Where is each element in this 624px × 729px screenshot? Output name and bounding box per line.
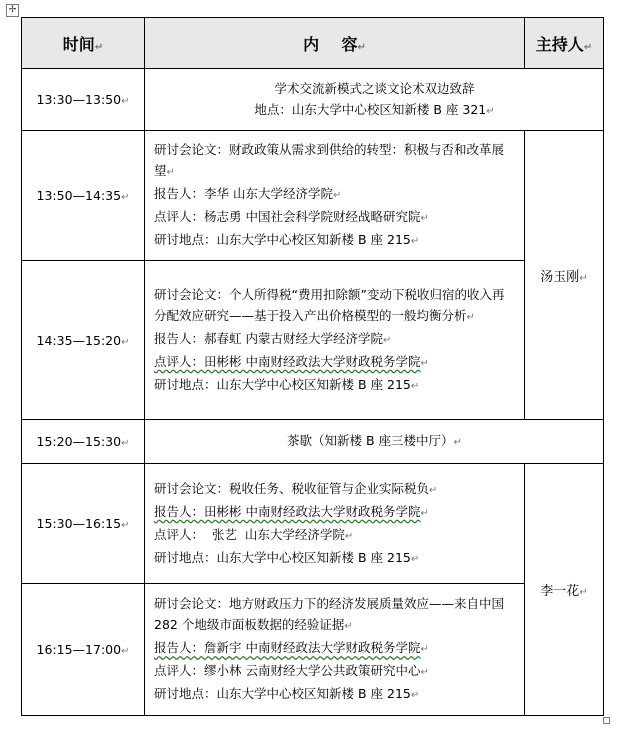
presenter: 报告人：李华 山东大学经济学院↵ (154, 186, 342, 201)
table-row (22, 69, 604, 131)
opening-location: 地点：山东大学中心校区知新楼 B 座 321↵ (254, 101, 495, 117)
presenter: 报告人：郝春虹 内蒙古财经大学经济学院↵ (154, 330, 392, 346)
venue: 研讨地点：山东大学中心校区知新楼 B 座 215↵ (154, 549, 420, 565)
opening-title: 学术交流新模式之谈文论术双边致辞 (274, 80, 475, 96)
schedule-table (21, 17, 604, 716)
host-cell: 汤玉刚↵ (525, 131, 604, 420)
time-cell: 14:35—15:20↵ (22, 261, 145, 420)
discussant: 点评人：杨志勇 中国社会科学院财经战略研究院↵ (154, 209, 429, 224)
content-cell (145, 584, 525, 716)
table-row (22, 464, 604, 584)
venue: 研讨地点：山东大学中心校区知新楼 B 座 215↵ (154, 376, 420, 392)
paper-title: 研讨会论文：个人所得税“费用扣除额”变动下税收归宿的收入再分配效应研究——基于投入产出价格模型的一般均衡分析↵ (154, 286, 505, 323)
table-row (22, 261, 604, 420)
time-cell: 15:30—16:15↵ (22, 464, 145, 584)
header-time: 时间↵ (22, 18, 145, 69)
header-host: 主持人↵ (525, 18, 604, 69)
time-cell: 13:30—13:50↵ (22, 69, 145, 131)
table-row (22, 420, 604, 464)
content-cell (145, 69, 604, 131)
table-resize-handle-icon[interactable] (603, 717, 610, 724)
time-cell: 15:20—15:30↵ (22, 420, 145, 464)
host-cell: 李一花↵ (525, 464, 604, 716)
content-cell (145, 464, 525, 584)
header-content: 内 容↵ (145, 18, 525, 69)
tea-break: 茶歇（知新楼 B 座三楼中厅）↵ (287, 433, 462, 448)
header-row (22, 18, 604, 69)
table-move-handle-icon[interactable]: ✢ (6, 4, 19, 17)
presenter: 报告人：詹新宇 中南财经政法大学财政税务学院↵ (154, 640, 429, 655)
discussant: 点评人：缪小林 云南财经大学公共政策研究中心↵ (154, 663, 429, 678)
discussant: 点评人：田彬彬 中南财经政法大学财政税务学院↵ (154, 353, 429, 369)
discussant: 点评人： 张艺 山东大学经济学院↵ (154, 526, 354, 542)
venue: 研讨地点：山东大学中心校区知新楼 B 座 215↵ (154, 686, 420, 701)
time-cell: 13:50—14:35↵ (22, 131, 145, 261)
paper-title: 研讨会论文：税收任务、税收征管与企业实际税负↵ (154, 480, 438, 496)
time-cell: 16:15—17:00↵ (22, 584, 145, 716)
table-row (22, 131, 604, 261)
content-cell (145, 131, 525, 261)
presenter: 报告人：田彬彬 中南财经政法大学财政税务学院↵ (154, 503, 429, 519)
paper-title: 研讨会论文：财政政策从需求到供给的转型：积极与否和改革展望↵ (154, 142, 505, 178)
content-cell (145, 261, 525, 420)
table-row (22, 584, 604, 716)
content-cell (145, 420, 604, 464)
venue: 研讨地点：山东大学中心校区知新楼 B 座 215↵ (154, 232, 420, 247)
schedule-table-wrapper (21, 17, 604, 716)
paper-title: 研讨会论文：地方财政压力下的经济发展质量效应——来自中国 282 个地级市面板数据的经验证据↵ (154, 596, 505, 632)
